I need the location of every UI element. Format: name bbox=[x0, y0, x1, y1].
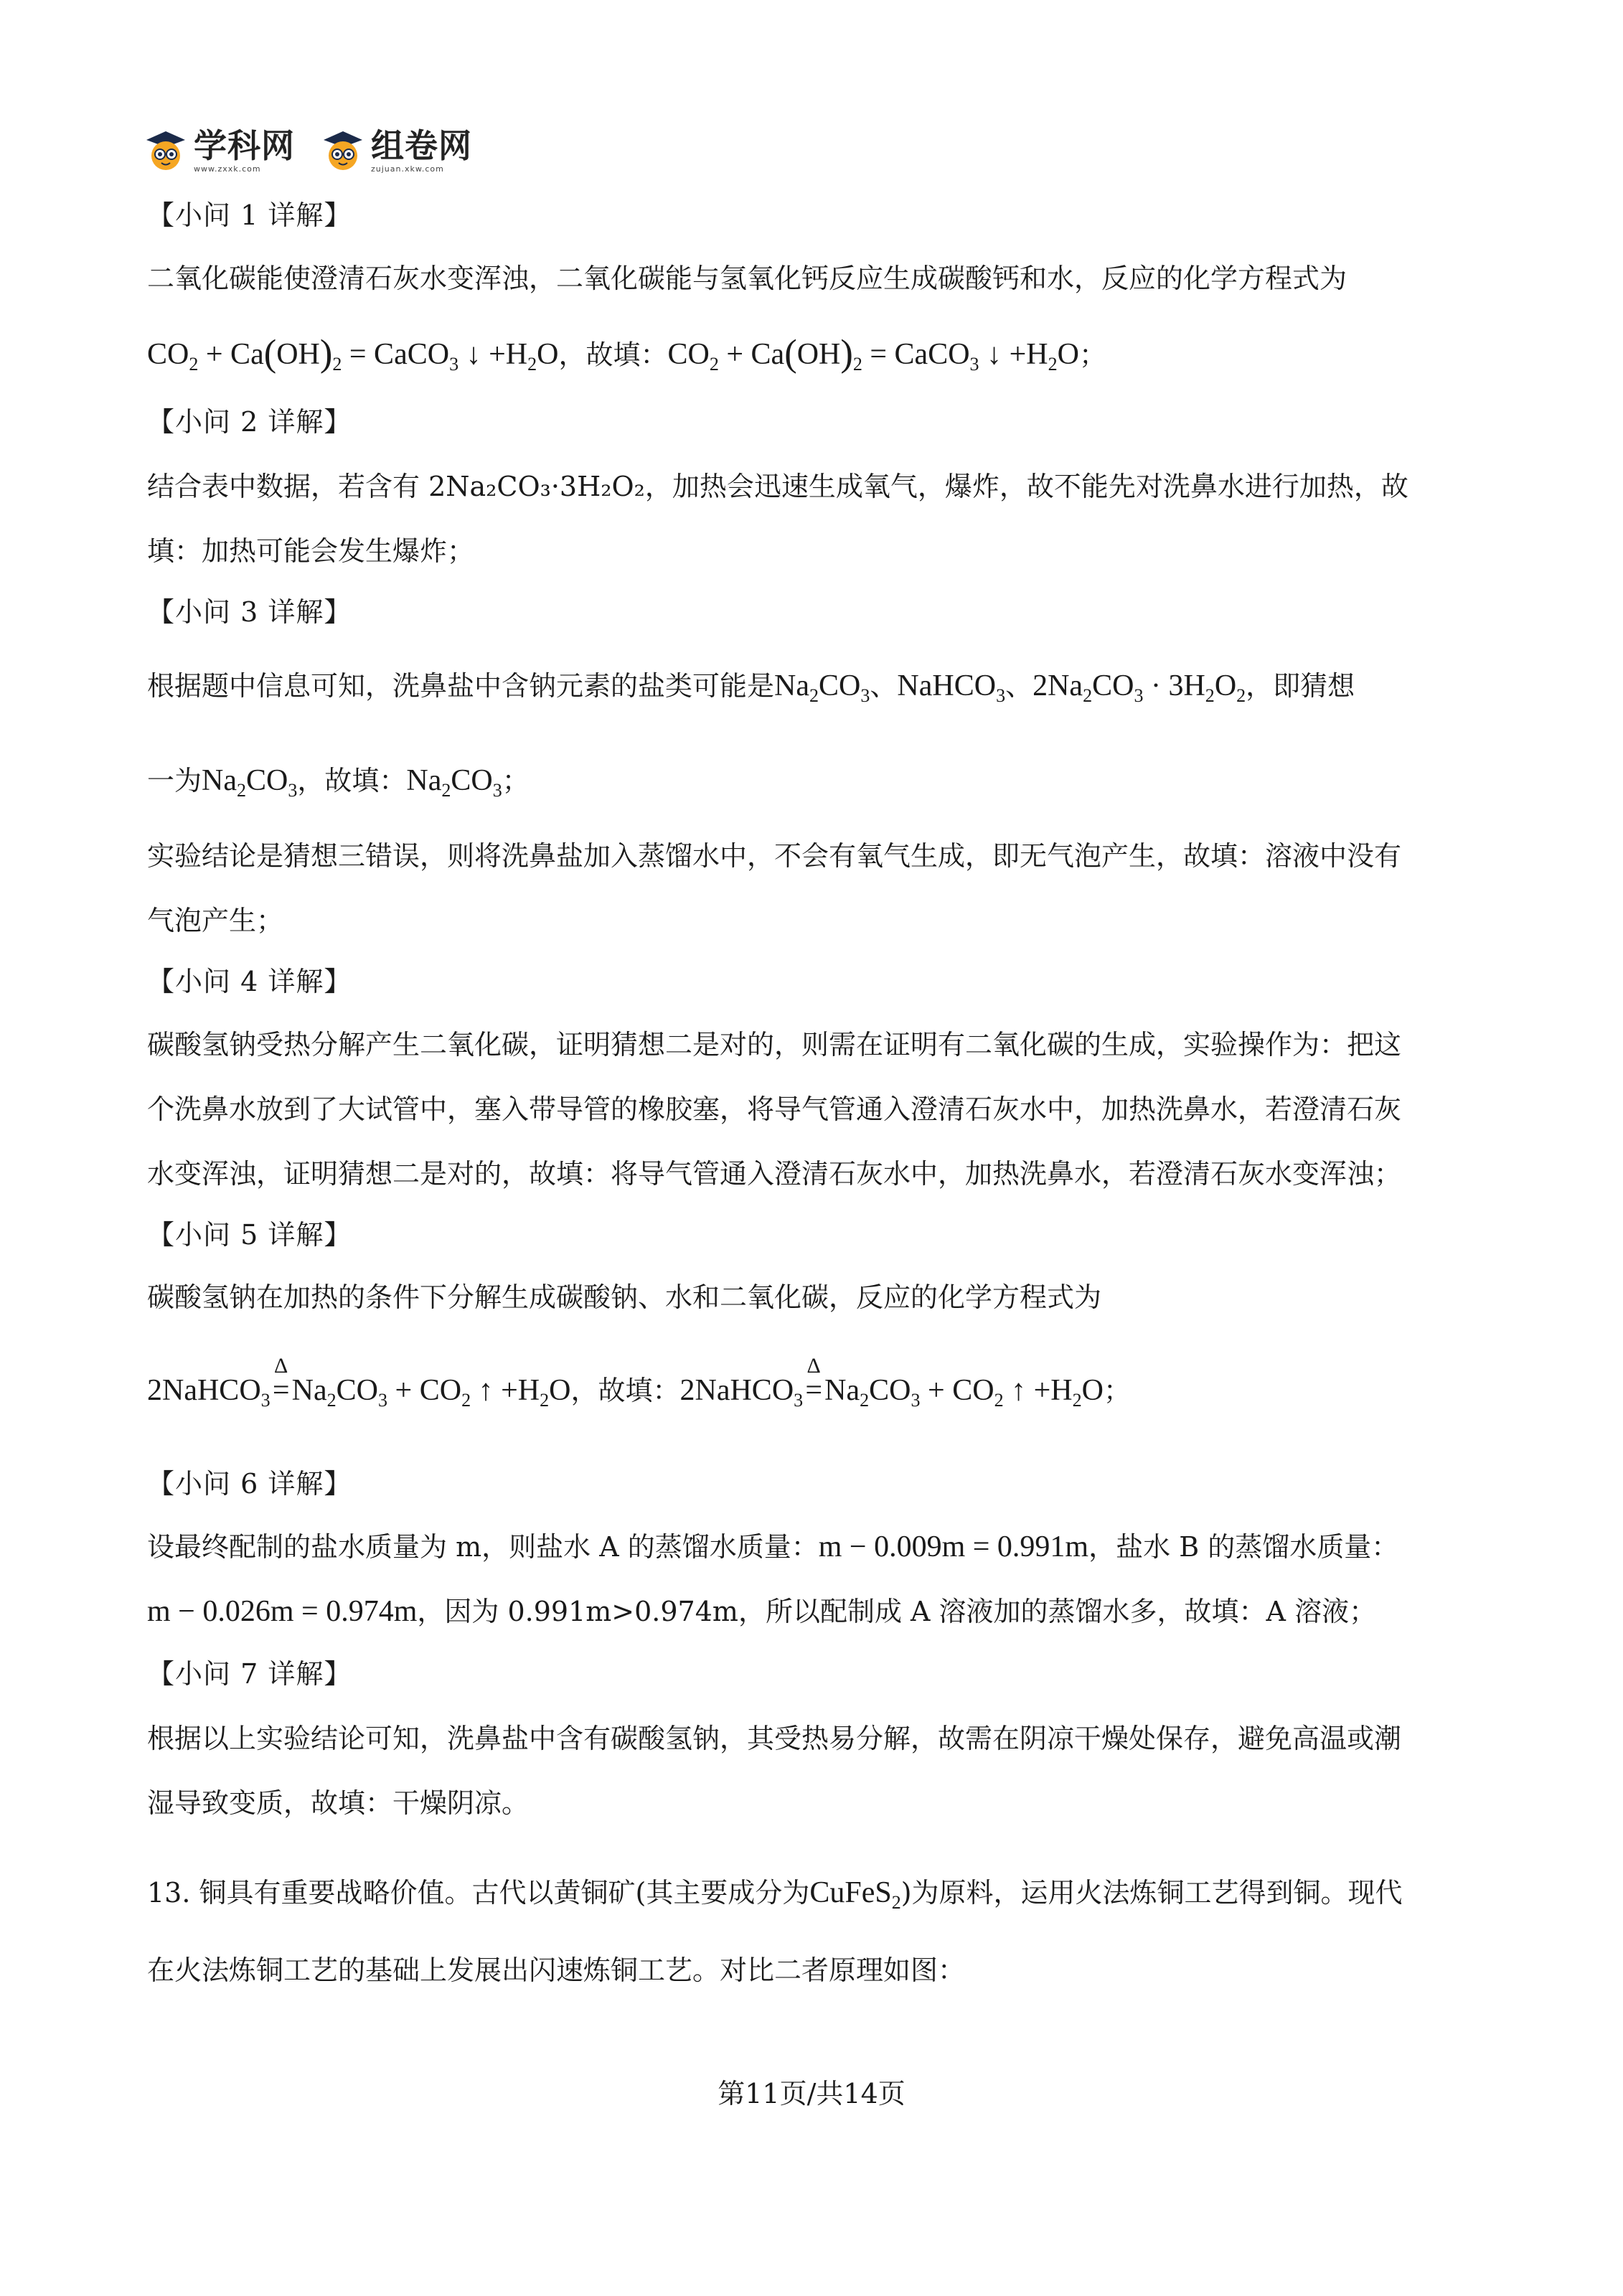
text: )为原料，运用火法炼铜工艺得到铜。现代 bbox=[900, 1877, 1403, 1909]
owl-mascot-icon bbox=[321, 128, 365, 173]
q6-heading: 【小问 6 详解】 bbox=[147, 1468, 352, 1500]
q2-text-2: 填：加热可能会发生爆炸； bbox=[147, 535, 475, 567]
text: 一为 bbox=[147, 765, 202, 796]
zxxk-logo bbox=[144, 128, 295, 173]
q3-text-4: 气泡产生； bbox=[147, 905, 284, 936]
equation: $CO_2 + Ca(OH)_2$ = CaCO$_3$ ↓ $+H_2O$ bbox=[147, 333, 559, 375]
logo-name: 学科网 bbox=[194, 126, 295, 165]
equation: m − 0.009m = 0.991m bbox=[818, 1530, 1089, 1563]
formula: $Na_2CO_3$ bbox=[774, 669, 870, 707]
q3-heading: 【小问 3 详解】 bbox=[147, 596, 352, 628]
q13-text-2: 在火法炼铜工艺的基础上发展出闪速炼铜工艺。对比二者原理如图： bbox=[147, 1954, 966, 1986]
q7-text-2: 湿导致变质，故填：干燥阴凉。 bbox=[147, 1787, 530, 1819]
q2-text-1: 结合表中数据，若含有 2Na₂CO₃·3H₂O₂，加热会迅速生成氧气，爆炸，故不能先对洗鼻水进行加热，故 bbox=[147, 471, 1408, 502]
separator: 、 bbox=[870, 670, 898, 702]
q3-text-1 bbox=[147, 666, 1482, 706]
logo-name: 组卷网 bbox=[371, 126, 472, 165]
q6-text-2 bbox=[147, 1591, 1482, 1632]
q7-heading: 【小问 7 详解】 bbox=[147, 1658, 352, 1690]
q2-heading: 【小问 2 详解】 bbox=[147, 406, 352, 438]
owl-mascot-icon bbox=[144, 128, 188, 173]
text: ，即猜想 bbox=[1246, 670, 1355, 702]
q4-text-3: 水变浑浊，证明猜想二是对的，故填：将导气管通入澄清石灰水中，加热洗鼻水，若澄清石灰水变浑浊； bbox=[147, 1158, 1402, 1190]
q4-heading: 【小问 4 详解】 bbox=[147, 966, 352, 997]
text: ，故填： bbox=[297, 765, 407, 796]
answer-label: ，故填： bbox=[558, 339, 668, 371]
zujuan-logo bbox=[321, 128, 472, 173]
formula: CuFeS$_2$ bbox=[809, 1876, 901, 1914]
q5-equation-line bbox=[147, 1354, 1482, 1411]
equation-answer: $CO_2 + Ca(OH)_2$ = CaCO$_3$ ↓ $+H_2O$ bbox=[667, 333, 1079, 375]
logo-url: www.zxxk.com bbox=[194, 164, 261, 174]
q7-text-1: 根据以上实验结论可知，洗鼻盐中含有碳酸氢钠，其受热易分解，故需在阴凉干燥处保存，避免高温或潮 bbox=[147, 1723, 1402, 1754]
text: ； bbox=[1103, 1375, 1131, 1406]
text: 设最终配制的盐水质量为 m，则盐水 A 的蒸馏水质量： bbox=[147, 1531, 819, 1563]
formula: $Na_2CO_3$ bbox=[202, 764, 298, 801]
equation: m − 0.026m = 0.974m bbox=[147, 1595, 418, 1628]
header-logos bbox=[144, 122, 472, 179]
text: 13. 铜具有重要战略价值。古代以黄铜矿(其主要成分为 bbox=[147, 1877, 810, 1909]
text: ，因为 0.991m>0.974m，所以配制成 A 溶液加的蒸馏水多，故填：A 溶液； bbox=[417, 1596, 1377, 1627]
q1-equation-line: $CO_2 + Ca(OH)_2$ = CaCO$_3$ ↓ $+H_2O$，故填：$CO_2 + Ca(OH)_2$ = CaCO$_3$ ↓ $+H_2O$； bbox=[147, 333, 1106, 375]
formula: NaHCO$_3$ bbox=[897, 669, 1006, 707]
equation-answer: 2NaHCO$_3$ Δ $=Na_2CO_3 + CO_2$ ↑ $+H_2O$ bbox=[679, 1354, 1104, 1411]
text: ； bbox=[502, 765, 530, 796]
page-number: 第11页/共14页 bbox=[718, 2078, 905, 2109]
formula: $Na_2CO_3$ bbox=[406, 764, 502, 801]
q4-text-1: 碳酸氢钠受热分解产生二氧化碳，证明猜想二是对的，则需在证明有二氧化碳的生成，实验操作为：把这 bbox=[147, 1029, 1402, 1060]
logo-url: zujuan.xkw.com bbox=[371, 164, 444, 174]
q3-text-2 bbox=[147, 761, 1482, 801]
q5-heading: 【小问 5 详解】 bbox=[147, 1219, 352, 1251]
q1-heading: 【小问 1 详解】 bbox=[147, 199, 352, 231]
text: 根据题中信息可知，洗鼻盐中含钠元素的盐类可能是 bbox=[147, 670, 775, 702]
formula: $2Na_2CO_3 \cdot 3H_2O_2$ bbox=[1032, 669, 1246, 707]
q5-text: 碳酸氢钠在加热的条件下分解生成碳酸钠、水和二氧化碳，反应的化学方程式为 bbox=[147, 1281, 1102, 1313]
q13-text-1 bbox=[147, 1873, 1482, 1913]
text: ，盐水 B 的蒸馏水质量： bbox=[1088, 1531, 1399, 1563]
answer-label: ，故填： bbox=[570, 1375, 680, 1406]
q3-text-3: 实验结论是猜想三错误，则将洗鼻盐加入蒸馏水中，不会有氧气生成，即无气泡产生，故填：溶液中没有 bbox=[147, 840, 1402, 872]
equation: 2NaHCO$_3$ Δ $=Na_2CO_3 + CO_2$ ↑ $+H_2O$ bbox=[147, 1354, 571, 1411]
q6-text-1 bbox=[147, 1527, 1482, 1567]
q4-text-2: 个洗鼻水放到了大试管中，塞入带导管的橡胶塞，将导气管通入澄清石灰水中，加热洗鼻水，若澄清石灰 bbox=[147, 1093, 1402, 1125]
separator: 、 bbox=[1005, 670, 1033, 702]
q1-text: 二氧化碳能使澄清石灰水变浑浊，二氧化碳能与氢氧化钙反应生成碳酸钙和水，反应的化学方程式为 bbox=[147, 263, 1347, 294]
